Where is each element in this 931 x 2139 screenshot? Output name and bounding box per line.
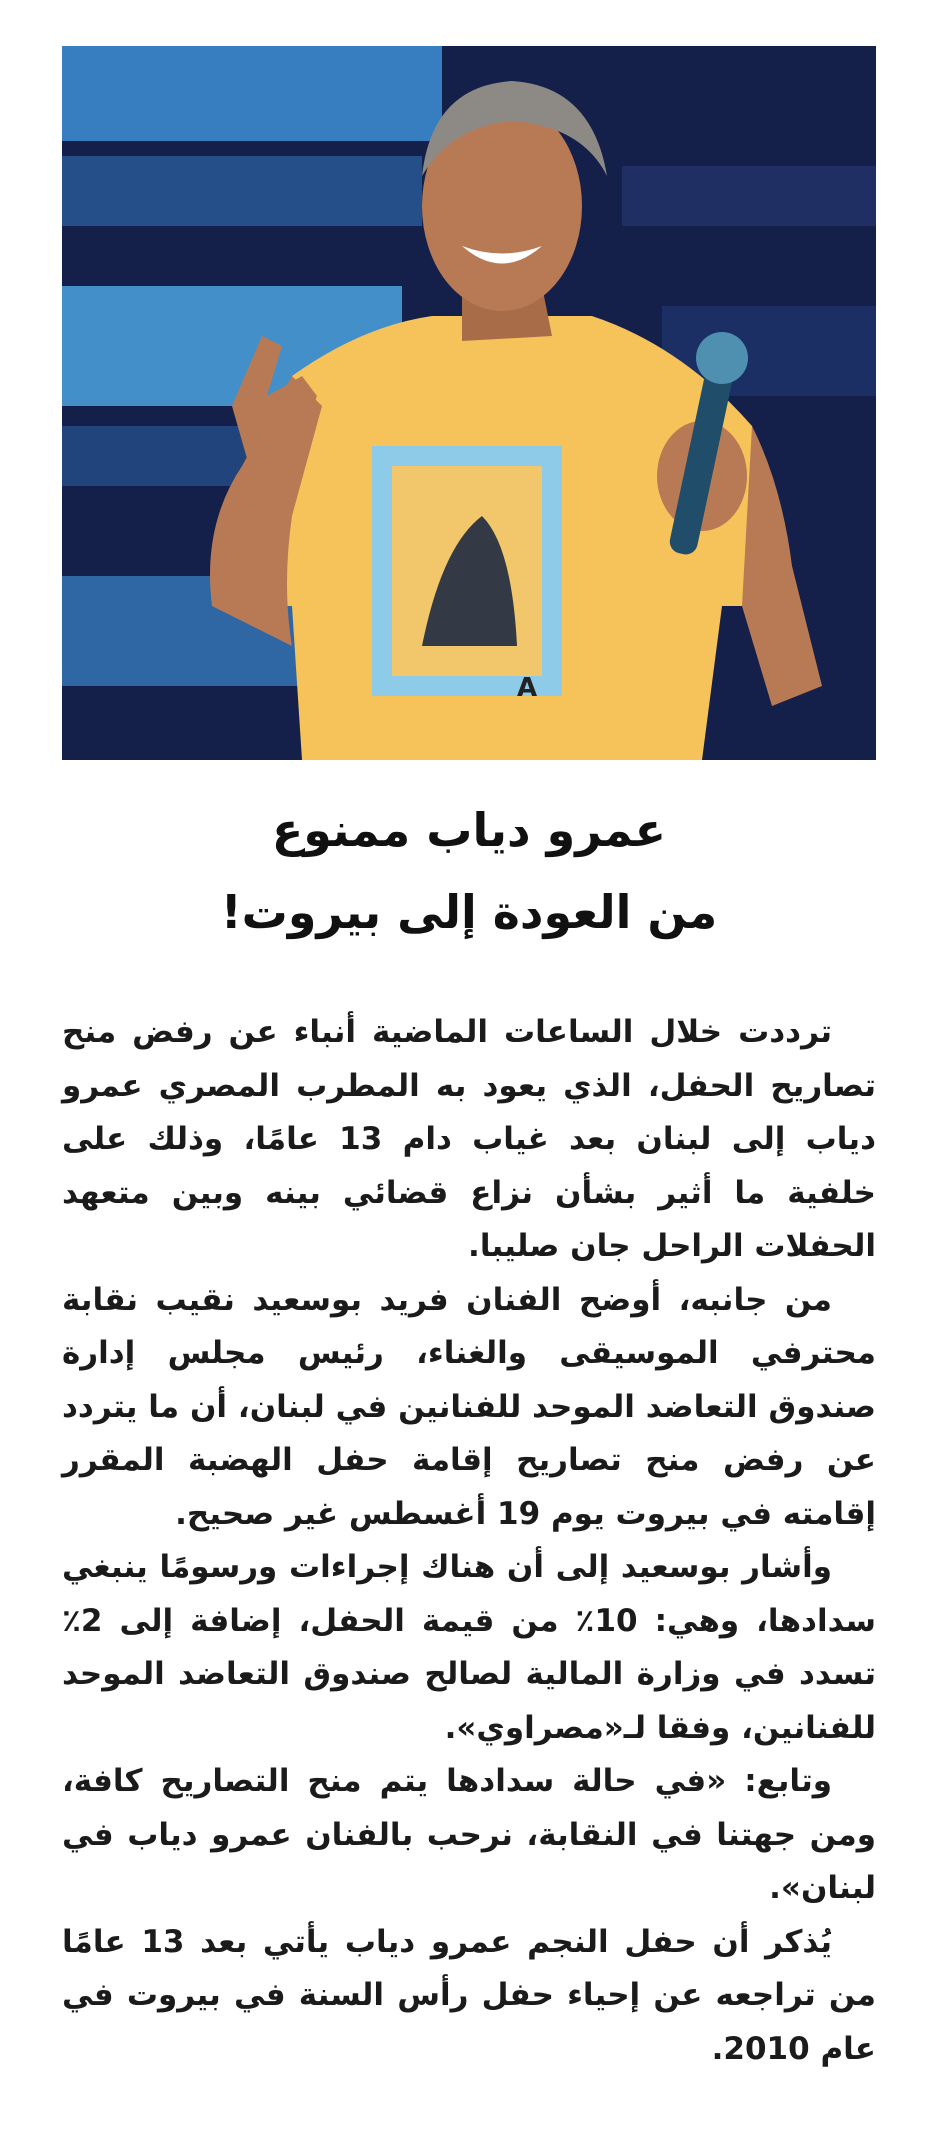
- paragraph-2: من جانبه، أوضح الفنان فريد بوسعيد نقيب نقابة محترفي الموسيقى والغناء، رئيس مجلس إدارة صندوق التعاضد الموحد للفنانين في لبنان، أن ما يتردد عن رفض منح تصاريح إقامة حفل الهضبة المقرر إقامته في بيروت يوم 19 أغسطس غير صحيح.: [62, 1281, 876, 1532]
- article-photo: [62, 46, 876, 760]
- paragraph-1: ترددت خلال الساعات الماضية أنباء عن رفض منح تصاريح الحفل، الذي يعود به المطرب المصري عمرو دياب إلى لبنان بعد غياب دام 13 عامًا، وذلك على خلفية ما أثير بشأن نزاع قضائي بينه وبين متعهد الحفلات الراحل جان صليبا.: [62, 1014, 876, 1264]
- paragraph-3: وأشار بوسعيد إلى أن هناك إجراءات ورسومًا ينبغي سدادها، وهي: 10٪ من قيمة الحفل، إضافة إلى 2٪ تسدد في وزارة المالية لصالح صندوق التعاضد الموحد للفنانين، وفقا لـ«مصراوي».: [62, 1549, 876, 1746]
- svg-text:A: A: [517, 673, 538, 703]
- article-body: [62, 1006, 876, 2076]
- paragraph-4: وتابع: «في حالة سدادها يتم منح التصاريح كافة، ومن جهتنا في النقابة، نرحب بالفنان عمرو دياب في لبنان».: [62, 1763, 876, 1906]
- singer-photo-icon: [62, 46, 876, 760]
- paragraph-5: يُذكر أن حفل النجم عمرو دياب يأتي بعد 13 عامًا من تراجعه عن إحياء حفل رأس السنة في بيروت في عام 2010.: [62, 1923, 876, 2067]
- headline-line-1: عمرو دياب ممنوع: [271, 803, 667, 857]
- headline-line-2: من العودة إلى بيروت!: [220, 885, 718, 939]
